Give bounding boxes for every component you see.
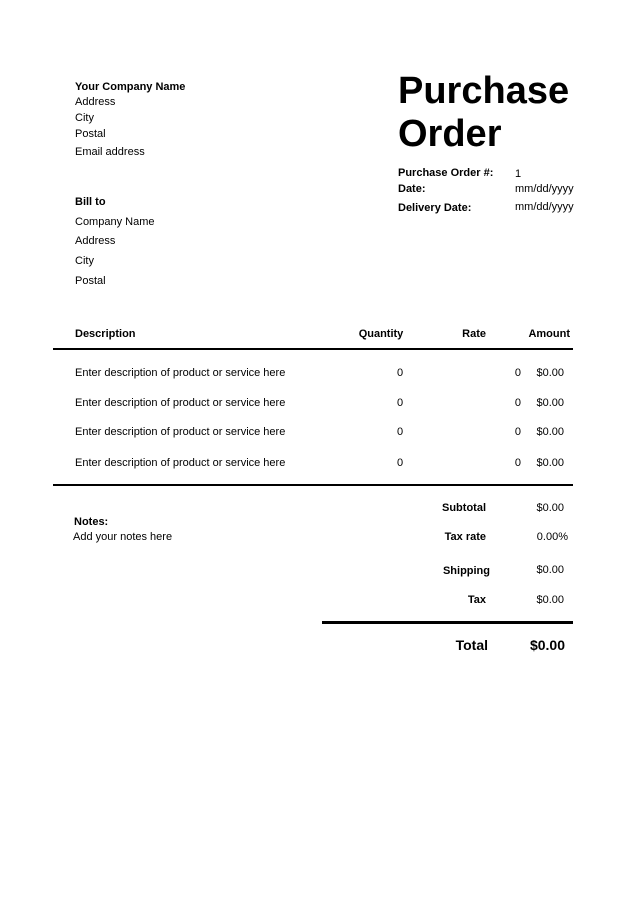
- shipping-value: $0.00: [536, 564, 564, 576]
- bill-to-company: Company Name: [75, 216, 155, 228]
- tax-label: Tax: [467, 594, 486, 606]
- date-label: Date:: [398, 183, 426, 195]
- shipping-label: Shipping: [442, 565, 490, 577]
- notes-text: Add your notes here: [73, 531, 173, 543]
- row-description: Enter description of product or service here: [75, 457, 286, 469]
- po-number-label: Purchase Order #:: [398, 167, 494, 179]
- delivery-date-label: Delivery Date:: [398, 202, 472, 214]
- row-description: Enter description of product or service here: [75, 426, 286, 438]
- total-value: $0.00: [529, 637, 565, 653]
- row-rate: 0: [514, 426, 521, 438]
- company-address: Address: [75, 96, 116, 108]
- row-description: Enter description of product or service here: [75, 367, 286, 379]
- total-label: Total: [455, 637, 488, 653]
- page-title: Purchase Order: [398, 70, 570, 155]
- table-bottom-divider: [53, 484, 573, 486]
- po-number-value: 1: [515, 168, 522, 180]
- tax-rate-label: Tax rate: [444, 531, 486, 543]
- row-amount: $0.00: [536, 457, 564, 469]
- row-quantity: 0: [396, 426, 404, 438]
- delivery-date-value: mm/dd/yyyy: [515, 201, 574, 213]
- subtotal-value: $0.00: [536, 502, 564, 514]
- bill-to-city: City: [75, 255, 94, 267]
- row-quantity: 0: [396, 457, 404, 469]
- column-header-rate: Rate: [462, 328, 486, 340]
- total-divider: [322, 621, 573, 624]
- row-quantity: 0: [396, 367, 404, 379]
- company-name: Your Company Name: [75, 81, 186, 93]
- row-rate: 0: [514, 457, 521, 469]
- row-rate: 0: [514, 367, 521, 379]
- row-rate: 0: [514, 397, 521, 409]
- row-amount: $0.00: [536, 426, 564, 438]
- subtotal-label: Subtotal: [442, 502, 486, 514]
- company-postal: Postal: [75, 128, 106, 140]
- tax-value: $0.00: [536, 594, 564, 606]
- tax-rate-value: 0.00%: [536, 531, 568, 543]
- row-description: Enter description of product or service here: [75, 397, 286, 409]
- date-value: mm/dd/yyyy: [515, 183, 574, 195]
- row-amount: $0.00: [536, 367, 564, 379]
- company-city: City: [75, 112, 94, 124]
- company-email: Email address: [75, 146, 145, 158]
- column-header-quantity: Quantity: [358, 328, 404, 340]
- notes-label: Notes:: [74, 516, 109, 528]
- column-header-description: Description: [75, 328, 136, 340]
- column-header-amount: Amount: [528, 328, 570, 340]
- row-amount: $0.00: [536, 397, 564, 409]
- row-quantity: 0: [396, 397, 404, 409]
- bill-to-address: Address: [75, 235, 116, 247]
- table-header-divider: [53, 348, 573, 350]
- bill-to-heading: Bill to: [75, 196, 106, 208]
- bill-to-postal: Postal: [75, 275, 106, 287]
